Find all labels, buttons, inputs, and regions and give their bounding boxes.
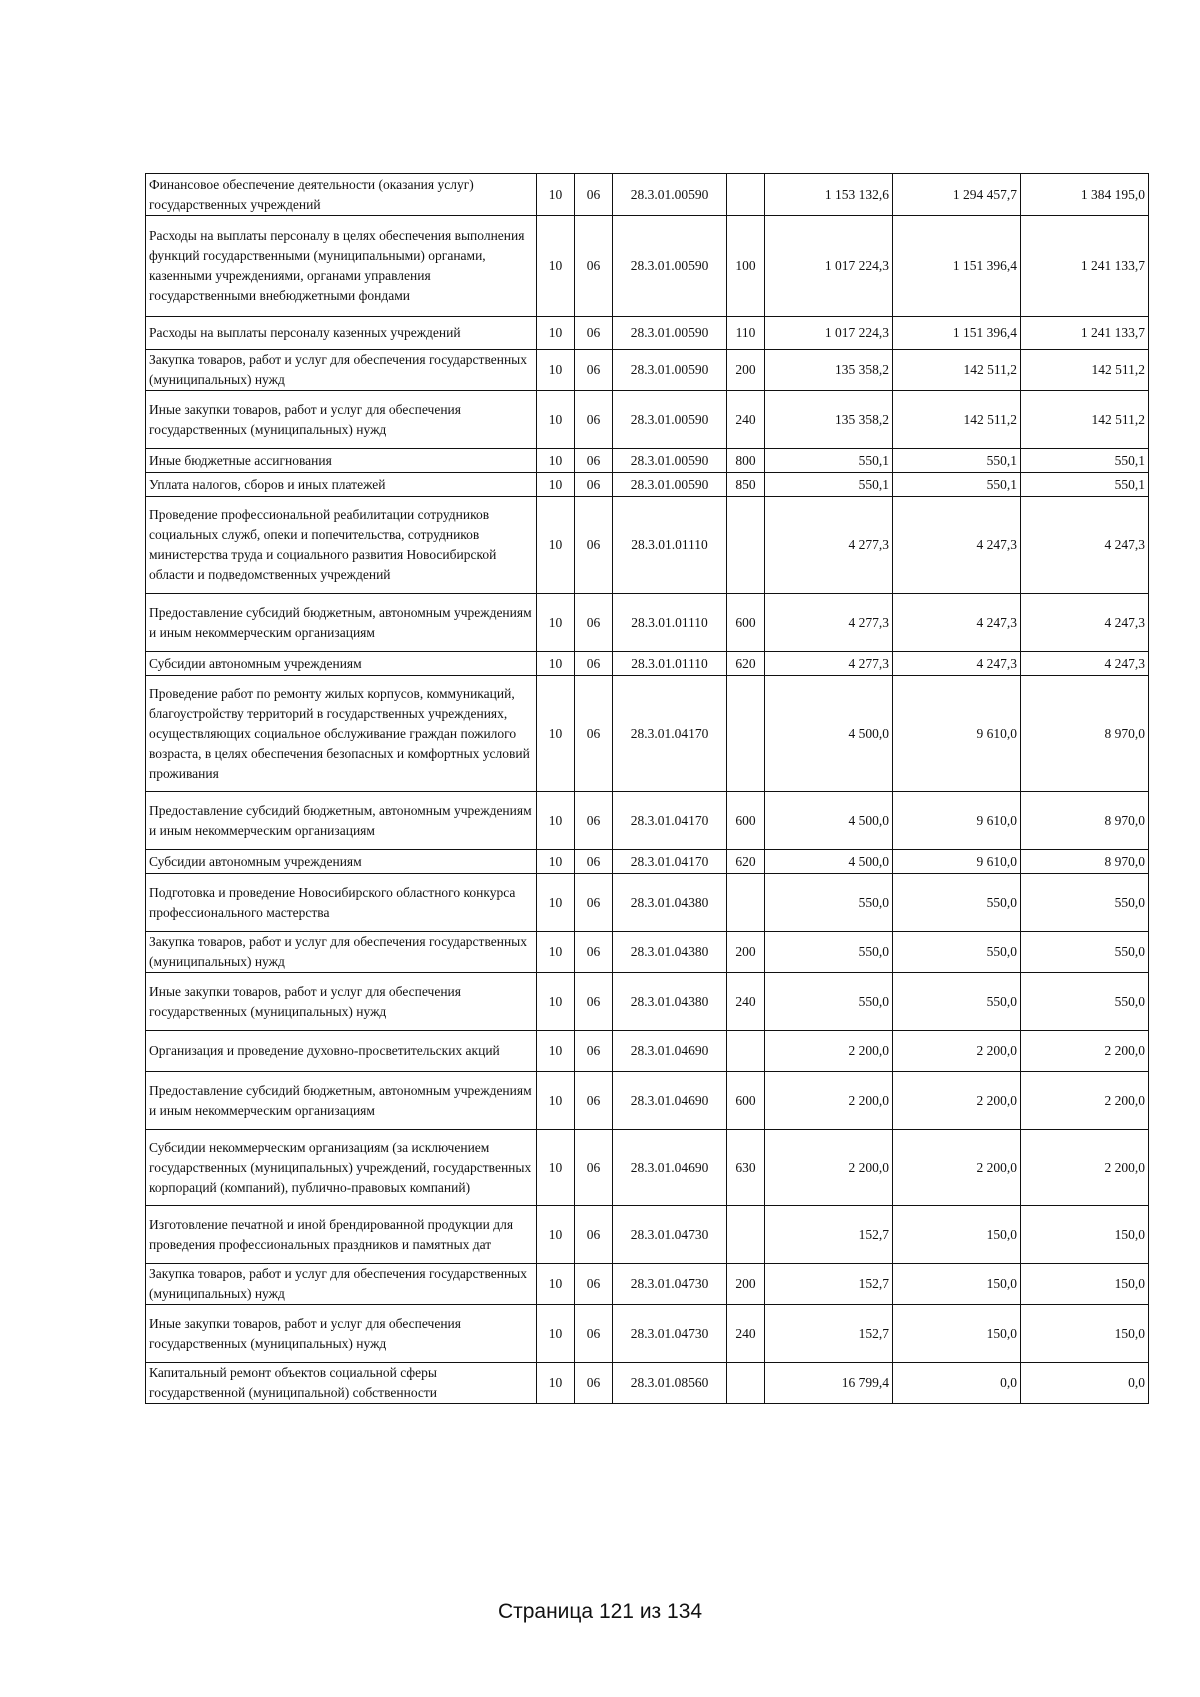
amount-year-3: 2 200,0 — [1021, 1130, 1149, 1206]
table-row — [146, 473, 1149, 497]
subsection-code: 06 — [575, 850, 613, 874]
amount-year-3: 150,0 — [1021, 1206, 1149, 1264]
amount-year-3: 8 970,0 — [1021, 676, 1149, 792]
expense-name: Изготовление печатной и иной брендированной продукции для проведения профессиональных праздников и памятных дат — [146, 1206, 537, 1264]
amount-year-1: 550,1 — [765, 473, 893, 497]
amount-year-3: 8 970,0 — [1021, 792, 1149, 850]
subsection-code: 06 — [575, 317, 613, 350]
subsection-code: 06 — [575, 932, 613, 973]
amount-year-3: 4 247,3 — [1021, 497, 1149, 594]
expense-name: Иные бюджетные ассигнования — [146, 449, 537, 473]
table-row — [146, 1130, 1149, 1206]
amount-year-2: 2 200,0 — [893, 1031, 1021, 1072]
expense-type-code — [727, 174, 765, 216]
target-article-code: 28.3.01.04380 — [613, 973, 727, 1031]
expense-name: Расходы на выплаты персоналу в целях обеспечения выполнения функций государственными (муниципальными) органами, казенными учреждениями, органами управления государственными внебюджетными фондами — [146, 216, 537, 317]
page-number: Страница 121 из 134 — [497, 1600, 703, 1623]
target-article-code: 28.3.01.04730 — [613, 1305, 727, 1363]
section-code: 10 — [537, 973, 575, 1031]
amount-year-2: 2 200,0 — [893, 1130, 1021, 1206]
subsection-code: 06 — [575, 1031, 613, 1072]
expense-name: Уплата налогов, сборов и иных платежей — [146, 473, 537, 497]
section-code: 10 — [537, 317, 575, 350]
subsection-code: 06 — [575, 874, 613, 932]
expense-name: Закупка товаров, работ и услуг для обеспечения государственных (муниципальных) нужд — [146, 932, 537, 973]
subsection-code: 06 — [575, 391, 613, 449]
subsection-code: 06 — [575, 1072, 613, 1130]
amount-year-3: 1 241 133,7 — [1021, 216, 1149, 317]
expense-name: Иные закупки товаров, работ и услуг для обеспечения государственных (муниципальных) нужд — [146, 1305, 537, 1363]
amount-year-3: 4 247,3 — [1021, 594, 1149, 652]
table-row — [146, 497, 1149, 594]
amount-year-1: 152,7 — [765, 1264, 893, 1305]
expense-type-code: 800 — [727, 449, 765, 473]
expense-name: Проведение работ по ремонту жилых корпусов, коммуникаций, благоустройству территорий в государственных учреждениях, осуществляющих социальное обслуживание граждан пожилого возраста, в целях обеспечения безопасных и комфортных условий проживания — [146, 676, 537, 792]
target-article-code: 28.3.01.00590 — [613, 350, 727, 391]
section-code: 10 — [537, 850, 575, 874]
amount-year-2: 4 247,3 — [893, 497, 1021, 594]
expense-name: Закупка товаров, работ и услуг для обеспечения государственных (муниципальных) нужд — [146, 1264, 537, 1305]
expense-type-code: 600 — [727, 1072, 765, 1130]
amount-year-1: 4 500,0 — [765, 850, 893, 874]
section-code: 10 — [537, 792, 575, 850]
subsection-code: 06 — [575, 1264, 613, 1305]
amount-year-1: 4 277,3 — [765, 497, 893, 594]
expense-type-code — [727, 1031, 765, 1072]
target-article-code: 28.3.01.04730 — [613, 1206, 727, 1264]
amount-year-3: 142 511,2 — [1021, 350, 1149, 391]
section-code: 10 — [537, 473, 575, 497]
amount-year-2: 550,0 — [893, 932, 1021, 973]
amount-year-3: 550,1 — [1021, 473, 1149, 497]
section-code: 10 — [537, 1031, 575, 1072]
expense-name: Субсидии автономным учреждениям — [146, 652, 537, 676]
amount-year-3: 4 247,3 — [1021, 652, 1149, 676]
section-code: 10 — [537, 1206, 575, 1264]
amount-year-2: 150,0 — [893, 1264, 1021, 1305]
target-article-code: 28.3.01.04170 — [613, 676, 727, 792]
expense-type-code: 200 — [727, 350, 765, 391]
amount-year-3: 550,0 — [1021, 874, 1149, 932]
amount-year-2: 550,1 — [893, 449, 1021, 473]
table-row — [146, 594, 1149, 652]
amount-year-2: 142 511,2 — [893, 391, 1021, 449]
amount-year-1: 152,7 — [765, 1305, 893, 1363]
amount-year-1: 550,1 — [765, 449, 893, 473]
expense-name: Субсидии автономным учреждениям — [146, 850, 537, 874]
section-code: 10 — [537, 216, 575, 317]
expense-type-code: 600 — [727, 792, 765, 850]
amount-year-1: 4 500,0 — [765, 792, 893, 850]
section-code: 10 — [537, 449, 575, 473]
amount-year-3: 8 970,0 — [1021, 850, 1149, 874]
table-row — [146, 850, 1149, 874]
expense-name: Финансовое обеспечение деятельности (оказания услуг) государственных учреждений — [146, 174, 537, 216]
amount-year-2: 1 151 396,4 — [893, 216, 1021, 317]
target-article-code: 28.3.01.00590 — [613, 216, 727, 317]
section-code: 10 — [537, 652, 575, 676]
subsection-code: 06 — [575, 497, 613, 594]
target-article-code: 28.3.01.04170 — [613, 850, 727, 874]
table-row — [146, 1206, 1149, 1264]
expense-name: Предоставление субсидий бюджетным, автономным учреждениям и иным некоммерческим организациям — [146, 792, 537, 850]
expense-name: Иные закупки товаров, работ и услуг для обеспечения государственных (муниципальных) нужд — [146, 973, 537, 1031]
section-code: 10 — [537, 932, 575, 973]
target-article-code: 28.3.01.04690 — [613, 1130, 727, 1206]
amount-year-3: 0,0 — [1021, 1363, 1149, 1404]
amount-year-2: 9 610,0 — [893, 850, 1021, 874]
section-code: 10 — [537, 1363, 575, 1404]
expense-type-code — [727, 676, 765, 792]
table-row — [146, 973, 1149, 1031]
target-article-code: 28.3.01.00590 — [613, 317, 727, 350]
section-code: 10 — [537, 1130, 575, 1206]
expense-name: Субсидии некоммерческим организациям (за исключением государственных (муниципальных) учреждений, государственных корпораций (компаний), публично-правовых компаний) — [146, 1130, 537, 1206]
subsection-code: 06 — [575, 676, 613, 792]
subsection-code: 06 — [575, 350, 613, 391]
table-row — [146, 216, 1149, 317]
subsection-code: 06 — [575, 1130, 613, 1206]
subsection-code: 06 — [575, 973, 613, 1031]
subsection-code: 06 — [575, 594, 613, 652]
expense-name: Проведение профессиональной реабилитации сотрудников социальных служб, опеки и попечительства, сотрудников министерства труда и социального развития Новосибирской области и подведомственных учреждений — [146, 497, 537, 594]
section-code: 10 — [537, 1264, 575, 1305]
section-code: 10 — [537, 594, 575, 652]
amount-year-2: 142 511,2 — [893, 350, 1021, 391]
section-code: 10 — [537, 174, 575, 216]
expense-type-code — [727, 1206, 765, 1264]
subsection-code: 06 — [575, 174, 613, 216]
subsection-code: 06 — [575, 1206, 613, 1264]
target-article-code: 28.3.01.01110 — [613, 594, 727, 652]
table-row — [146, 174, 1149, 216]
subsection-code: 06 — [575, 449, 613, 473]
amount-year-3: 2 200,0 — [1021, 1072, 1149, 1130]
table-row — [146, 317, 1149, 350]
amount-year-1: 550,0 — [765, 973, 893, 1031]
expense-name: Расходы на выплаты персоналу казенных учреждений — [146, 317, 537, 350]
expense-type-code: 630 — [727, 1130, 765, 1206]
amount-year-2: 1 294 457,7 — [893, 174, 1021, 216]
amount-year-2: 4 247,3 — [893, 594, 1021, 652]
target-article-code: 28.3.01.04690 — [613, 1031, 727, 1072]
table-row — [146, 350, 1149, 391]
amount-year-2: 4 247,3 — [893, 652, 1021, 676]
target-article-code: 28.3.01.00590 — [613, 391, 727, 449]
target-article-code: 28.3.01.04380 — [613, 874, 727, 932]
amount-year-1: 1 153 132,6 — [765, 174, 893, 216]
amount-year-1: 4 500,0 — [765, 676, 893, 792]
amount-year-2: 550,0 — [893, 874, 1021, 932]
amount-year-3: 550,0 — [1021, 932, 1149, 973]
amount-year-2: 1 151 396,4 — [893, 317, 1021, 350]
expense-type-code: 200 — [727, 932, 765, 973]
expense-type-code — [727, 1363, 765, 1404]
section-code: 10 — [537, 1305, 575, 1363]
table-row — [146, 792, 1149, 850]
expense-type-code: 620 — [727, 850, 765, 874]
amount-year-2: 550,0 — [893, 973, 1021, 1031]
amount-year-3: 1 241 133,7 — [1021, 317, 1149, 350]
expense-name: Закупка товаров, работ и услуг для обеспечения государственных (муниципальных) нужд — [146, 350, 537, 391]
amount-year-2: 550,1 — [893, 473, 1021, 497]
target-article-code: 28.3.01.01110 — [613, 497, 727, 594]
table-row — [146, 652, 1149, 676]
amount-year-1: 550,0 — [765, 874, 893, 932]
section-code: 10 — [537, 350, 575, 391]
amount-year-2: 9 610,0 — [893, 792, 1021, 850]
amount-year-1: 1 017 224,3 — [765, 216, 893, 317]
amount-year-2: 150,0 — [893, 1305, 1021, 1363]
amount-year-2: 2 200,0 — [893, 1072, 1021, 1130]
section-code: 10 — [537, 497, 575, 594]
amount-year-3: 2 200,0 — [1021, 1031, 1149, 1072]
table-row — [146, 932, 1149, 973]
table-row — [146, 1072, 1149, 1130]
subsection-code: 06 — [575, 216, 613, 317]
section-code: 10 — [537, 391, 575, 449]
subsection-code: 06 — [575, 1363, 613, 1404]
table-row — [146, 1031, 1149, 1072]
target-article-code: 28.3.01.00590 — [613, 473, 727, 497]
expense-name: Предоставление субсидий бюджетным, автономным учреждениям и иным некоммерческим организациям — [146, 594, 537, 652]
amount-year-3: 550,1 — [1021, 449, 1149, 473]
expense-type-code: 200 — [727, 1264, 765, 1305]
target-article-code: 28.3.01.08560 — [613, 1363, 727, 1404]
amount-year-3: 150,0 — [1021, 1264, 1149, 1305]
expense-type-code: 100 — [727, 216, 765, 317]
subsection-code: 06 — [575, 473, 613, 497]
amount-year-1: 4 277,3 — [765, 652, 893, 676]
expense-type-code: 620 — [727, 652, 765, 676]
amount-year-3: 150,0 — [1021, 1305, 1149, 1363]
target-article-code: 28.3.01.04730 — [613, 1264, 727, 1305]
amount-year-2: 0,0 — [893, 1363, 1021, 1404]
amount-year-1: 16 799,4 — [765, 1363, 893, 1404]
expense-name: Капитальный ремонт объектов социальной сферы государственной (муниципальной) собственности — [146, 1363, 537, 1404]
target-article-code: 28.3.01.01110 — [613, 652, 727, 676]
subsection-code: 06 — [575, 1305, 613, 1363]
expense-type-code — [727, 874, 765, 932]
target-article-code: 28.3.01.00590 — [613, 449, 727, 473]
expense-name: Иные закупки товаров, работ и услуг для обеспечения государственных (муниципальных) нужд — [146, 391, 537, 449]
expense-type-code — [727, 497, 765, 594]
section-code: 10 — [537, 676, 575, 792]
table-row — [146, 676, 1149, 792]
subsection-code: 06 — [575, 792, 613, 850]
amount-year-1: 1 017 224,3 — [765, 317, 893, 350]
table-row — [146, 1264, 1149, 1305]
table-row — [146, 1305, 1149, 1363]
amount-year-3: 1 384 195,0 — [1021, 174, 1149, 216]
amount-year-3: 550,0 — [1021, 973, 1149, 1031]
amount-year-1: 4 277,3 — [765, 594, 893, 652]
amount-year-1: 135 358,2 — [765, 350, 893, 391]
expense-type-code: 110 — [727, 317, 765, 350]
table-row — [146, 391, 1149, 449]
expense-type-code: 600 — [727, 594, 765, 652]
amount-year-1: 152,7 — [765, 1206, 893, 1264]
expense-name: Подготовка и проведение Новосибирского областного конкурса профессионального мастерства — [146, 874, 537, 932]
target-article-code: 28.3.01.04170 — [613, 792, 727, 850]
budget-table — [145, 173, 1149, 1404]
expense-type-code: 240 — [727, 1305, 765, 1363]
table-row — [146, 874, 1149, 932]
amount-year-1: 2 200,0 — [765, 1031, 893, 1072]
amount-year-3: 142 511,2 — [1021, 391, 1149, 449]
expense-name: Организация и проведение духовно-просветительских акций — [146, 1031, 537, 1072]
amount-year-2: 9 610,0 — [893, 676, 1021, 792]
amount-year-1: 135 358,2 — [765, 391, 893, 449]
amount-year-2: 150,0 — [893, 1206, 1021, 1264]
target-article-code: 28.3.01.04380 — [613, 932, 727, 973]
amount-year-1: 2 200,0 — [765, 1072, 893, 1130]
expense-type-code: 240 — [727, 973, 765, 1031]
amount-year-1: 550,0 — [765, 932, 893, 973]
section-code: 10 — [537, 1072, 575, 1130]
table-row — [146, 449, 1149, 473]
table-row — [146, 1363, 1149, 1404]
target-article-code: 28.3.01.00590 — [613, 174, 727, 216]
expense-name: Предоставление субсидий бюджетным, автономным учреждениям и иным некоммерческим организациям — [146, 1072, 537, 1130]
subsection-code: 06 — [575, 652, 613, 676]
amount-year-1: 2 200,0 — [765, 1130, 893, 1206]
target-article-code: 28.3.01.04690 — [613, 1072, 727, 1130]
expense-type-code: 850 — [727, 473, 765, 497]
section-code: 10 — [537, 874, 575, 932]
expense-type-code: 240 — [727, 391, 765, 449]
